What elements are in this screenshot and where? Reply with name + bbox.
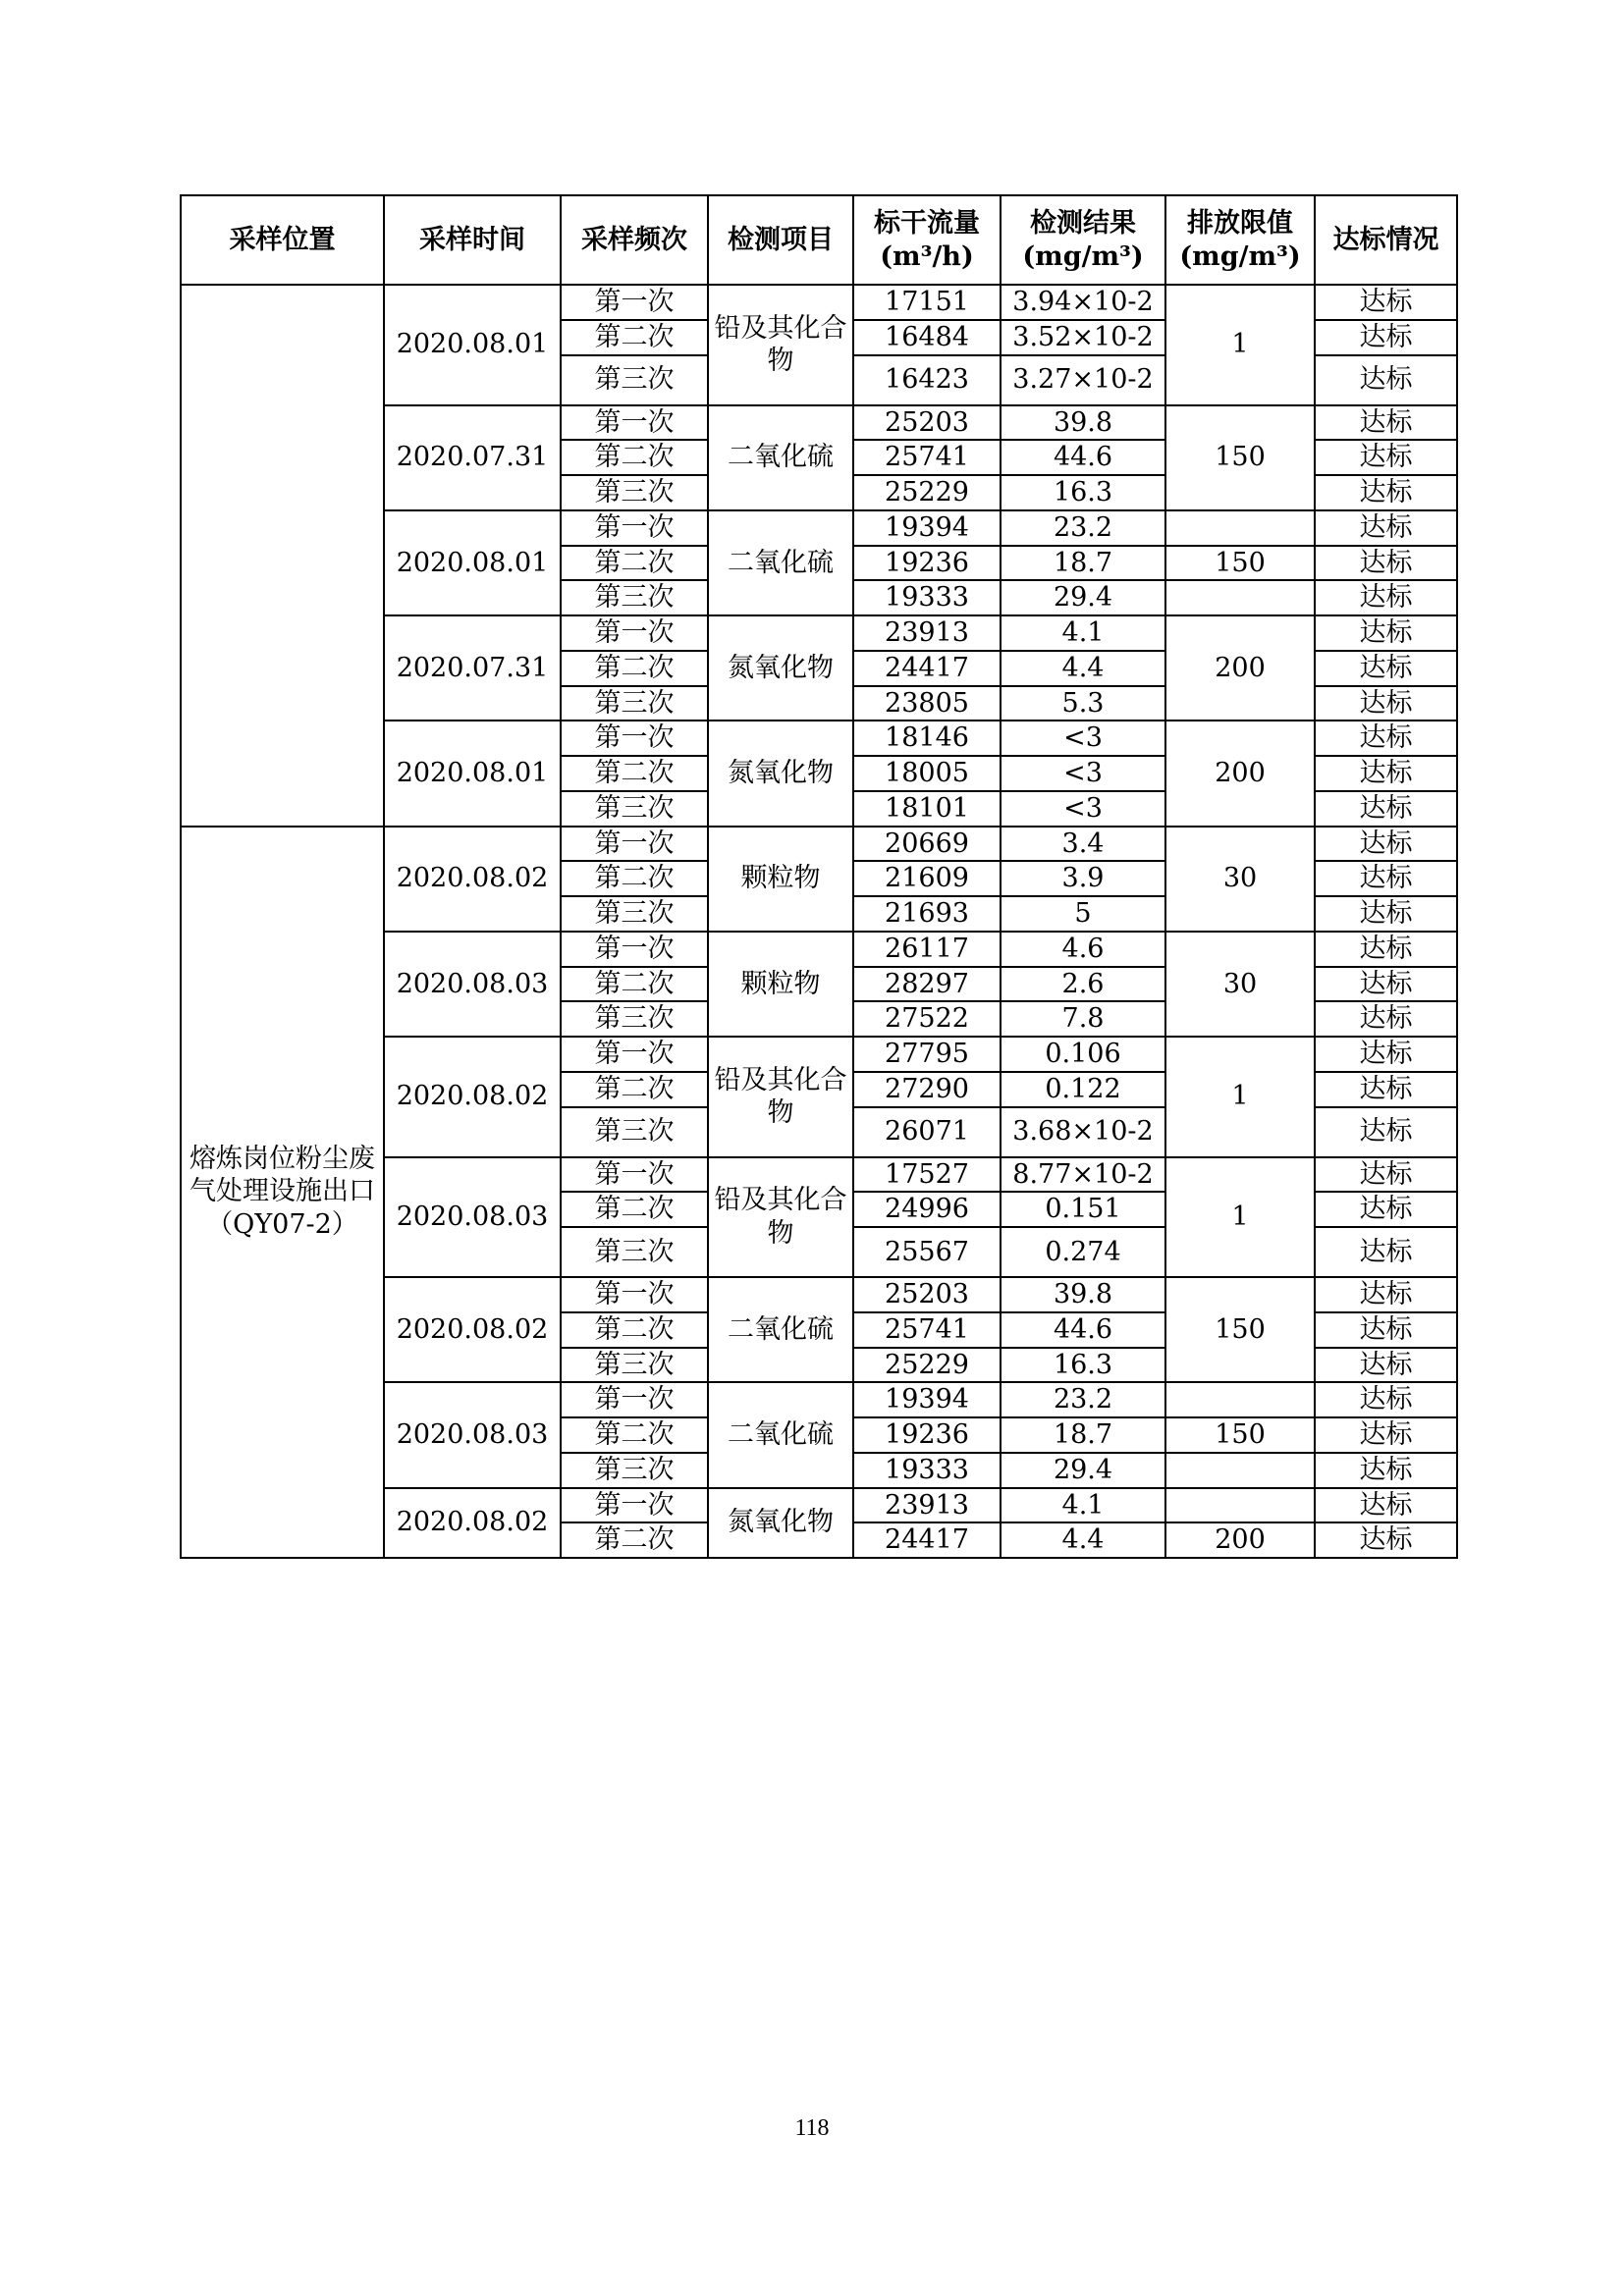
item-cell: 氮氧化物 [708,615,853,721]
result-cell: 4.4 [1001,1522,1165,1558]
item-cell: 二氧化硫 [708,405,853,510]
frequency-cell: 第二次 [561,1312,708,1348]
status-cell: 达标 [1315,1227,1457,1277]
flow-cell: 19333 [853,580,1001,615]
flow-cell: 28297 [853,967,1001,1002]
frequency-cell: 第二次 [561,756,708,791]
frequency-cell: 第一次 [561,1157,708,1193]
frequency-cell: 第一次 [561,1037,708,1072]
frequency-cell: 第三次 [561,791,708,827]
date-cell: 2020.08.01 [384,721,561,826]
limit-cell: 200 [1165,721,1315,826]
status-cell: 达标 [1315,686,1457,721]
flow-cell: 23913 [853,1488,1001,1523]
status-cell: 达标 [1315,355,1457,405]
date-cell: 2020.08.03 [384,1382,561,1487]
status-cell: 达标 [1315,1157,1457,1193]
limit-cell: 200 [1165,615,1315,721]
status-cell: 达标 [1315,405,1457,441]
page-number: 118 [794,2115,830,2141]
frequency-cell: 第二次 [561,1522,708,1558]
result-cell: 3.94×10-2 [1001,285,1165,320]
result-cell: 16.3 [1001,1348,1165,1383]
flow-cell: 17527 [853,1157,1001,1193]
table-body [181,285,1457,1558]
status-cell: 达标 [1315,1277,1457,1312]
flow-cell: 26071 [853,1107,1001,1157]
frequency-cell: 第一次 [561,510,708,546]
status-cell: 达标 [1315,1107,1457,1157]
item-cell: 二氧化硫 [708,1277,853,1382]
limit-cell: 1 [1165,285,1315,405]
result-cell: <3 [1001,791,1165,827]
date-cell: 2020.08.02 [384,1277,561,1382]
result-cell: 4.4 [1001,651,1165,686]
limit-cell: 1 [1165,1157,1315,1278]
item-cell: 二氧化硫 [708,510,853,615]
status-cell: 达标 [1315,1522,1457,1558]
item-cell: 二氧化硫 [708,1382,853,1487]
flow-cell: 21693 [853,896,1001,932]
date-cell: 2020.08.01 [384,510,561,615]
result-cell: 16.3 [1001,475,1165,510]
flow-cell: 18005 [853,756,1001,791]
date-cell: 2020.08.03 [384,1157,561,1278]
location-cell [181,285,384,827]
result-cell: 0.106 [1001,1037,1165,1072]
date-cell: 2020.08.02 [384,827,561,932]
frequency-cell: 第一次 [561,615,708,651]
flow-cell: 19333 [853,1453,1001,1488]
result-cell: 44.6 [1001,440,1165,475]
result-cell: 3.27×10-2 [1001,355,1165,405]
flow-cell: 25203 [853,1277,1001,1312]
header-limit: 排放限值 (mg/m³) [1165,195,1315,285]
limit-cell [1165,1453,1315,1488]
frequency-cell: 第三次 [561,1107,708,1157]
limit-cell: 200 [1165,1522,1315,1558]
limit-cell [1165,580,1315,615]
status-cell: 达标 [1315,1348,1457,1383]
header-row [181,195,1457,285]
result-cell: 3.9 [1001,861,1165,896]
date-cell: 2020.08.02 [384,1488,561,1559]
result-cell: 8.77×10-2 [1001,1157,1165,1193]
status-cell: 达标 [1315,756,1457,791]
frequency-cell: 第三次 [561,1001,708,1037]
status-cell: 达标 [1315,1001,1457,1037]
frequency-cell: 第一次 [561,285,708,320]
date-cell: 2020.08.02 [384,1037,561,1157]
date-cell: 2020.08.01 [384,285,561,405]
item-cell: 颗粒物 [708,827,853,932]
flow-cell: 21609 [853,861,1001,896]
limit-cell [1165,1488,1315,1523]
flow-cell: 19394 [853,510,1001,546]
date-cell: 2020.08.03 [384,932,561,1037]
frequency-cell: 第三次 [561,1348,708,1383]
result-cell: 23.2 [1001,1382,1165,1417]
frequency-cell: 第一次 [561,1382,708,1417]
item-cell: 氮氧化物 [708,721,853,826]
status-cell: 达标 [1315,827,1457,862]
limit-cell [1165,510,1315,546]
result-cell: 7.8 [1001,1001,1165,1037]
status-cell: 达标 [1315,1382,1457,1417]
flow-cell: 23913 [853,615,1001,651]
frequency-cell: 第二次 [561,1417,708,1453]
status-cell: 达标 [1315,580,1457,615]
status-cell: 达标 [1315,1453,1457,1488]
flow-cell: 19236 [853,546,1001,581]
flow-cell: 23805 [853,686,1001,721]
frequency-cell: 第二次 [561,1192,708,1227]
status-cell: 达标 [1315,475,1457,510]
header-frequency: 采样频次 [561,195,708,285]
header-status: 达标情况 [1315,195,1457,285]
flow-cell: 27522 [853,1001,1001,1037]
item-cell: 氮氧化物 [708,1488,853,1559]
status-cell: 达标 [1315,1072,1457,1107]
flow-cell: 24996 [853,1192,1001,1227]
result-cell: <3 [1001,756,1165,791]
flow-cell: 20669 [853,827,1001,862]
status-cell: 达标 [1315,1488,1457,1523]
frequency-cell: 第二次 [561,651,708,686]
header-item: 检测项目 [708,195,853,285]
result-cell: 0.274 [1001,1227,1165,1277]
table-row [181,827,1457,862]
result-cell: 5 [1001,896,1165,932]
status-cell: 达标 [1315,932,1457,967]
flow-cell: 18101 [853,791,1001,827]
flow-cell: 19394 [853,1382,1001,1417]
item-cell: 铅及其化合物 [708,1037,853,1157]
frequency-cell: 第一次 [561,1277,708,1312]
result-cell: 3.52×10-2 [1001,320,1165,355]
flow-cell: 27795 [853,1037,1001,1072]
flow-cell: 24417 [853,1522,1001,1558]
status-cell: 达标 [1315,896,1457,932]
table-row [181,285,1457,320]
frequency-cell: 第三次 [561,355,708,405]
result-cell: 39.8 [1001,405,1165,441]
result-cell: 39.8 [1001,1277,1165,1312]
monitoring-results-table [180,194,1458,1559]
limit-cell [1165,1382,1315,1417]
frequency-cell: 第二次 [561,1072,708,1107]
flow-cell: 16484 [853,320,1001,355]
result-cell: 44.6 [1001,1312,1165,1348]
status-cell: 达标 [1315,615,1457,651]
frequency-cell: 第三次 [561,1453,708,1488]
frequency-cell: 第二次 [561,320,708,355]
limit-cell: 1 [1165,1037,1315,1157]
frequency-cell: 第三次 [561,1227,708,1277]
result-cell: 2.6 [1001,967,1165,1002]
item-cell: 铅及其化合物 [708,1157,853,1278]
result-cell: 4.1 [1001,1488,1165,1523]
limit-cell: 150 [1165,405,1315,510]
limit-cell: 30 [1165,827,1315,932]
status-cell: 达标 [1315,510,1457,546]
flow-cell: 25203 [853,405,1001,441]
frequency-cell: 第二次 [561,861,708,896]
flow-cell: 27290 [853,1072,1001,1107]
status-cell: 达标 [1315,546,1457,581]
header-flow: 标干流量 (m³/h) [853,195,1001,285]
item-cell: 颗粒物 [708,932,853,1037]
status-cell: 达标 [1315,791,1457,827]
result-cell: 3.68×10-2 [1001,1107,1165,1157]
frequency-cell: 第一次 [561,1488,708,1523]
result-cell: 29.4 [1001,580,1165,615]
result-cell: 3.4 [1001,827,1165,862]
flow-cell: 25567 [853,1227,1001,1277]
flow-cell: 24417 [853,651,1001,686]
status-cell: 达标 [1315,1037,1457,1072]
frequency-cell: 第三次 [561,475,708,510]
flow-cell: 25229 [853,1348,1001,1383]
frequency-cell: 第一次 [561,932,708,967]
result-cell: 29.4 [1001,1453,1165,1488]
date-cell: 2020.07.31 [384,615,561,721]
frequency-cell: 第二次 [561,546,708,581]
status-cell: 达标 [1315,651,1457,686]
result-cell: 4.1 [1001,615,1165,651]
frequency-cell: 第一次 [561,721,708,756]
status-cell: 达标 [1315,721,1457,756]
header-location: 采样位置 [181,195,384,285]
location-cell: 熔炼岗位粉尘废气处理设施出口（QY07-2） [181,827,384,1559]
frequency-cell: 第三次 [561,580,708,615]
flow-cell: 26117 [853,932,1001,967]
flow-cell: 25229 [853,475,1001,510]
table-header [181,195,1457,285]
result-cell: 5.3 [1001,686,1165,721]
result-cell: 4.6 [1001,932,1165,967]
date-cell: 2020.07.31 [384,405,561,510]
frequency-cell: 第三次 [561,686,708,721]
header-result: 检测结果 (mg/m³) [1001,195,1165,285]
frequency-cell: 第二次 [561,967,708,1002]
result-cell: 18.7 [1001,1417,1165,1453]
status-cell: 达标 [1315,861,1457,896]
header-time: 采样时间 [384,195,561,285]
flow-cell: 19236 [853,1417,1001,1453]
frequency-cell: 第一次 [561,405,708,441]
status-cell: 达标 [1315,1192,1457,1227]
limit-cell: 150 [1165,1277,1315,1382]
frequency-cell: 第三次 [561,896,708,932]
frequency-cell: 第二次 [561,440,708,475]
flow-cell: 25741 [853,440,1001,475]
status-cell: 达标 [1315,967,1457,1002]
status-cell: 达标 [1315,440,1457,475]
result-cell: 23.2 [1001,510,1165,546]
result-cell: 18.7 [1001,546,1165,581]
limit-cell: 150 [1165,546,1315,581]
flow-cell: 25741 [853,1312,1001,1348]
status-cell: 达标 [1315,320,1457,355]
frequency-cell: 第一次 [561,827,708,862]
limit-cell: 30 [1165,932,1315,1037]
status-cell: 达标 [1315,285,1457,320]
result-cell: <3 [1001,721,1165,756]
limit-cell: 150 [1165,1417,1315,1453]
item-cell: 铅及其化合物 [708,285,853,405]
flow-cell: 18146 [853,721,1001,756]
status-cell: 达标 [1315,1417,1457,1453]
flow-cell: 17151 [853,285,1001,320]
result-cell: 0.122 [1001,1072,1165,1107]
status-cell: 达标 [1315,1312,1457,1348]
result-cell: 0.151 [1001,1192,1165,1227]
flow-cell: 16423 [853,355,1001,405]
